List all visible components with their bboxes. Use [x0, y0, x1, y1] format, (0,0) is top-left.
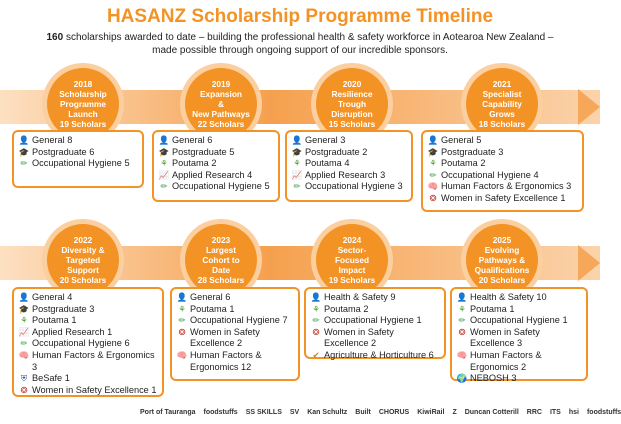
milestone-scholars: 19 Scholars: [328, 275, 376, 285]
milestone-theme-line: Grows: [489, 109, 515, 119]
sprout-icon: ⚘: [293, 158, 301, 169]
milestone-circle-2022: [47, 224, 119, 296]
breakdown-item: [158, 135, 274, 147]
breakdown-item: [18, 327, 158, 339]
breakdown-item-text: General 3: [305, 135, 346, 145]
milestone-breakdown-2024: [304, 287, 446, 359]
breakdown-item-text: Occupational Hygiene 3: [305, 181, 403, 192]
milestone-breakdown-2019: [152, 130, 280, 202]
breakdown-item-text: Poutama 4: [305, 158, 350, 169]
breakdown-item-text: Postgraduate 3: [32, 303, 95, 314]
milestone-theme-line: Sector-: [337, 245, 367, 255]
award-icon: ❂: [20, 384, 28, 395]
brain-icon: 🧠: [18, 349, 30, 360]
breakdown-item: [176, 350, 294, 373]
milestone-theme-line: Evolving: [484, 245, 520, 255]
sponsor-logo: hsi: [568, 408, 579, 416]
breakdown-item: [18, 304, 158, 316]
pencil-icon: ✏: [312, 315, 320, 326]
pencil-icon: ✏: [429, 169, 437, 180]
page-title: HASANZ Scholarship Programme Timeline: [106, 6, 494, 27]
breakdown-item-text: General 5: [441, 135, 482, 145]
award-icon: ❂: [312, 326, 320, 337]
milestone-scholars: 20 Scholars: [59, 275, 107, 285]
breakdown-item: [291, 170, 407, 182]
milestone-theme-line: Support: [67, 265, 99, 275]
breakdown-item: [310, 292, 440, 304]
sponsor-logo: Port of Tauranga: [140, 408, 196, 416]
breakdown-item-text: Agriculture & Horticulture 6: [324, 349, 434, 360]
milestone-year: 2024: [342, 235, 362, 245]
milestone-theme-line: New Pathways: [192, 109, 250, 119]
breakdown-item: [310, 315, 440, 327]
milestone-breakdown-2021: [421, 130, 584, 212]
brain-icon: 🧠: [176, 349, 188, 360]
breakdown-item-text: Poutama 2: [441, 158, 486, 169]
milestone-theme-line: &: [218, 99, 224, 109]
breakdown-item: [456, 327, 582, 350]
breakdown-item-text: Human Factors & Ergonomics 12: [190, 349, 262, 372]
globe-icon: 🌍: [456, 373, 468, 384]
breakdown-item-text: Human Factors & Ergonomics 3: [441, 181, 572, 192]
breakdown-item: [18, 385, 158, 397]
milestone-theme-line: Targeted: [65, 255, 101, 265]
breakdown-item: [176, 315, 294, 327]
milestone-theme-line: Expansion: [200, 89, 242, 99]
breakdown-item: [291, 135, 407, 147]
graduation-cap-icon: 🎓: [18, 303, 30, 314]
breakdown-item-text: Applied Research 4: [172, 169, 253, 180]
breakdown-item: [456, 315, 582, 327]
breakdown-item: [158, 181, 274, 193]
pencil-icon: ✏: [458, 315, 466, 326]
sprout-icon: ⚘: [458, 303, 466, 314]
graduation-cap-icon: 🎓: [291, 146, 303, 157]
shield-icon: ⛨: [20, 373, 28, 384]
breakdown-item-text: Health & Safety 9: [324, 292, 396, 302]
breakdown-item: [310, 327, 440, 350]
breakdown-item-text: Poutama 1: [32, 315, 77, 326]
milestone-breakdown-2025: [450, 287, 588, 384]
breakdown-item: [158, 147, 274, 159]
milestone-year: 2023: [211, 235, 231, 245]
breakdown-item: [176, 327, 294, 350]
breakdown-item: [176, 304, 294, 316]
breakdown-item: [291, 181, 407, 193]
pencil-icon: ✏: [20, 158, 28, 169]
milestone-scholars: 22 Scholars: [197, 119, 245, 129]
milestone-theme-line: Resilience: [331, 89, 373, 99]
breakdown-item: [18, 315, 158, 327]
brain-icon: 🧠: [427, 181, 439, 192]
breakdown-item-text: Postgraduate 6: [32, 146, 95, 157]
breakdown-item: [18, 292, 158, 304]
subtitle-text: scholarships awarded to date – building the professional health & safety workforce in Aotearoa New Zealand – made possible through ongoing support of our incredible sponsors.: [63, 32, 554, 56]
milestone-circle-2025: [466, 224, 538, 296]
sponsor-logo: SS SKILLS: [245, 408, 282, 416]
breakdown-item-text: Human Factors & Ergonomics 3: [32, 349, 155, 372]
award-icon: ❂: [458, 326, 466, 337]
breakdown-item: [427, 170, 578, 182]
milestone-theme-line: Cohort to: [202, 255, 240, 265]
breakdown-item: [18, 147, 138, 159]
breakdown-item: [427, 181, 578, 193]
breakdown-item-text: Postgraduate 5: [172, 146, 235, 157]
sprout-icon: ⚘: [312, 303, 320, 314]
breakdown-item: [456, 373, 582, 385]
brain-icon: 🧠: [456, 349, 468, 360]
person-icon: 👤: [176, 292, 188, 302]
breakdown-item-text: General 6: [190, 292, 231, 302]
milestone-year: 2021: [492, 79, 512, 89]
breakdown-item-text: Poutama 2: [172, 158, 217, 169]
sponsor-logo: Duncan Cotterill: [464, 408, 519, 416]
person-icon: 👤: [158, 135, 170, 145]
sprout-icon: ⚘: [429, 158, 437, 169]
scholarship-count: 160: [46, 32, 64, 43]
breakdown-item-text: BeSafe 1: [32, 373, 70, 384]
breakdown-item: [18, 158, 138, 170]
milestone-year: 2020: [342, 79, 362, 89]
breakdown-item-text: Poutama 2: [324, 303, 369, 314]
breakdown-item: [456, 350, 582, 373]
sponsor-logo: RRC: [526, 408, 542, 416]
milestone-theme-line: Launch: [68, 109, 98, 119]
milestone-theme-line: Largest: [206, 245, 236, 255]
sponsor-logo: ITS: [549, 408, 561, 416]
page-subtitle: [40, 31, 560, 57]
graduation-cap-icon: 🎓: [18, 146, 30, 157]
breakdown-item-text: Occupational Hygiene 4: [441, 169, 539, 180]
breakdown-item-text: Women in Safety Excellence 3: [470, 326, 540, 349]
breakdown-item: [291, 158, 407, 170]
milestone-circle-2024: [316, 224, 388, 296]
breakdown-item: [456, 304, 582, 316]
breakdown-item-text: Occupational Hygiene 1: [470, 315, 568, 326]
breakdown-item-text: NEBOSH 3: [470, 373, 517, 384]
chart-icon: 📈: [18, 326, 30, 337]
breakdown-item: [158, 170, 274, 182]
milestone-theme-line: Specialist: [482, 89, 522, 99]
sponsor-logo: Built: [355, 408, 371, 416]
person-icon: 👤: [456, 292, 468, 302]
breakdown-item: [18, 373, 158, 385]
person-icon: 👤: [427, 135, 439, 145]
timeline-arrow-top: [578, 89, 600, 125]
milestone-breakdown-2020: [285, 130, 413, 202]
person-icon: 👤: [18, 135, 30, 145]
check-icon: ✔: [312, 349, 320, 360]
pencil-icon: ✏: [293, 181, 301, 192]
milestone-theme-line: Capability: [482, 99, 522, 109]
breakdown-item-text: Women in Safety Excellence 2: [190, 326, 260, 349]
breakdown-item: [427, 158, 578, 170]
breakdown-item-text: Women in Safety Excellence 2: [324, 326, 394, 349]
breakdown-item-text: Poutama 1: [190, 303, 235, 314]
milestone-scholars: 28 Scholars: [197, 275, 245, 285]
milestone-theme-line: Focused: [334, 255, 370, 265]
milestone-breakdown-2018: [12, 130, 144, 188]
breakdown-item: [427, 135, 578, 147]
sponsor-logo: foodstuffs: [586, 408, 621, 416]
chart-icon: 📈: [158, 169, 170, 180]
milestone-scholars: 19 Scholars: [59, 119, 107, 129]
pencil-icon: ✏: [160, 181, 168, 192]
breakdown-item-text: General 4: [32, 292, 73, 302]
breakdown-item: [18, 135, 138, 147]
person-icon: 👤: [18, 292, 30, 302]
breakdown-item: [456, 292, 582, 304]
breakdown-item-text: Occupational Hygiene 7: [190, 315, 288, 326]
sprout-icon: ⚘: [178, 303, 186, 314]
sponsor-logo: Kan Schultz: [307, 408, 348, 416]
breakdown-item-text: Human Factors & Ergonomics 2: [470, 349, 542, 372]
breakdown-item-text: Postgraduate 3: [441, 146, 504, 157]
milestone-circle-2023: [185, 224, 257, 296]
breakdown-item-text: Postgraduate 2: [305, 146, 368, 157]
milestone-theme-line: Impact: [338, 265, 366, 275]
sponsor-logo: KiwiRail: [417, 408, 445, 416]
breakdown-item-text: Occupational Hygiene 5: [172, 181, 270, 192]
pencil-icon: ✏: [20, 338, 28, 349]
sponsor-logo: Z: [452, 408, 457, 416]
milestone-scholars: 18 Scholars: [478, 119, 526, 129]
breakdown-item-text: Applied Research 3: [305, 169, 386, 180]
milestone-scholars: 20 Scholars: [478, 275, 526, 285]
sponsor-logos: [140, 400, 621, 424]
sponsor-logo: foodstuffs: [203, 408, 238, 416]
breakdown-item-text: Poutama 1: [470, 303, 515, 314]
milestone-breakdown-2023: [170, 287, 300, 381]
award-icon: ❂: [429, 192, 437, 203]
breakdown-item-text: Health & Safety 10: [470, 292, 547, 302]
breakdown-item-text: Applied Research 1: [32, 326, 113, 337]
breakdown-item: [158, 158, 274, 170]
graduation-cap-icon: 🎓: [158, 146, 170, 157]
graduation-cap-icon: 🎓: [427, 146, 439, 157]
breakdown-item-text: Occupational Hygiene 5: [32, 158, 130, 169]
milestone-theme-line: Scholarship: [59, 89, 107, 99]
milestone-theme-line: Trough: [337, 99, 367, 109]
breakdown-item-text: Women in Safety Excellence 1: [441, 192, 566, 203]
sponsor-logo: CHORUS: [378, 408, 410, 416]
breakdown-item: [310, 304, 440, 316]
sprout-icon: ⚘: [160, 158, 168, 169]
breakdown-item: [18, 338, 158, 350]
breakdown-item: [427, 147, 578, 159]
breakdown-item-text: General 6: [172, 135, 213, 145]
sponsor-logo: SV: [289, 408, 300, 416]
milestone-year: 2025: [492, 235, 512, 245]
milestone-breakdown-2022: [12, 287, 164, 397]
milestone-theme-line: Diversity &: [61, 245, 105, 255]
milestone-theme-line: Pathways &: [478, 255, 526, 265]
milestone-theme-line: Date: [212, 265, 230, 275]
breakdown-item-text: Occupational Hygiene 1: [324, 315, 422, 326]
milestone-scholars: 15 Scholars: [328, 119, 376, 129]
milestone-theme-line: Programme: [59, 99, 107, 109]
pencil-icon: ✏: [178, 315, 186, 326]
breakdown-item: [176, 292, 294, 304]
breakdown-item: [427, 193, 578, 205]
breakdown-item-text: Occupational Hygiene 6: [32, 338, 130, 349]
award-icon: ❂: [178, 326, 186, 337]
milestone-theme-line: Qualifications: [474, 265, 530, 275]
timeline-arrow-bottom: [578, 245, 600, 281]
milestone-theme-line: Disruption: [331, 109, 373, 119]
person-icon: 👤: [310, 292, 322, 302]
chart-icon: 📈: [291, 169, 303, 180]
sprout-icon: ⚘: [20, 315, 28, 326]
breakdown-item: [291, 147, 407, 159]
breakdown-item-text: Women in Safety Excellence 1: [32, 384, 157, 395]
milestone-year: 2019: [211, 79, 231, 89]
person-icon: 👤: [291, 135, 303, 145]
breakdown-item-text: General 8: [32, 135, 73, 145]
milestone-year: 2018: [73, 79, 93, 89]
breakdown-item: [18, 350, 158, 373]
milestone-year: 2022: [73, 235, 93, 245]
breakdown-item: [310, 350, 440, 362]
